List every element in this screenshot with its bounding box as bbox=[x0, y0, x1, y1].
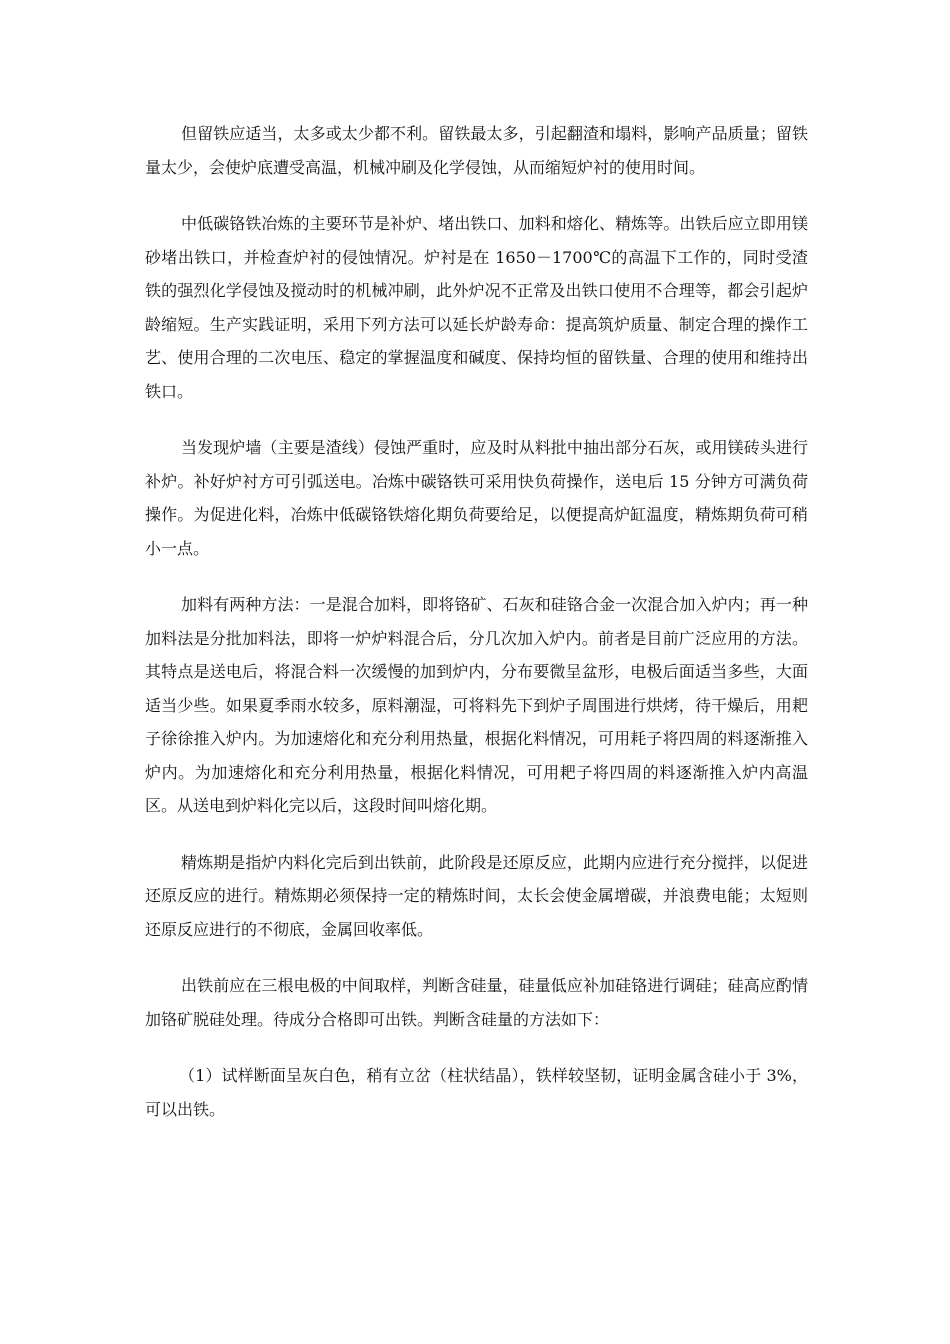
paragraph-refining-period: 精炼期是指炉内料化完后到出铁前，此阶段是还原反应，此期内应进行充分搅拌，以促进还原反应的进行。精炼期必须保持一定的精炼时间，太长会使金属增碳，并浪费电能；太短则还原反应进行的不彻底，金属回收率低。 bbox=[145, 852, 808, 939]
list-item-silicon-check-1: （1）试样断面呈灰白色，稍有立岔（柱状结晶），铁样较坚韧，证明金属含硅小于 3%，可以出铁。 bbox=[145, 1066, 808, 1119]
paragraph-smelting-steps: 中低碳铬铁冶炼的主要环节是补炉、堵出铁口、加料和熔化、精炼等。出铁后应立即用镁砂堵出铁口，并检查炉衬的侵蚀情况。炉衬是在 1650－1700℃的高温下工作的，同时受渣铁的强烈化学侵蚀及搅动时的机械冲刷，此外炉况不正常及出铁口使用不合理等，都会引起炉龄缩短。生产实践证明，采用下列方法可以延长炉龄寿命：提高筑炉质量、制定合理的操作工艺、使用合理的二次电压、稳定的掌握温度和碱度、保持均恒的留铁量、合理的使用和维持出铁口。 bbox=[145, 214, 808, 401]
paragraph-iron-retention: 但留铁应适当，太多或太少都不利。留铁最太多，引起翻渣和塌料，影响产品质量；留铁量太少，会使炉底遭受高温，机械冲刷及化学侵蚀，从而缩短炉衬的使用时间。 bbox=[145, 124, 808, 177]
paragraph-furnace-repair: 当发现炉墙（主要是渣线）侵蚀严重时，应及时从料批中抽出部分石灰，或用镁砖头进行补炉。补好炉衬方可引弧送电。冶炼中碳铬铁可采用快负荷操作，送电后 15 分钟方可满负荷操作。为促进化料，冶炼中低碳铬铁熔化期负荷要给足，以便提高炉缸温度，精炼期负荷可稍小一点。 bbox=[145, 438, 808, 558]
paragraph-sampling: 出铁前应在三根电极的中间取样，判断含硅量，硅量低应补加硅铬进行调硅；硅高应酌情加铬矿脱硅处理。待成分合格即可出铁。判断含硅量的方法如下： bbox=[145, 976, 808, 1029]
paragraph-charging-methods: 加料有两种方法：一是混合加料，即将铬矿、石灰和硅铬合金一次混合加入炉内；再一种加料法是分批加料法，即将一炉炉料混合后，分几次加入炉内。前者是目前广泛应用的方法。其特点是送电后，将混合料一次缓慢的加到炉内，分布要微呈盆形，电极后面适当多些，大面适当少些。如果夏季雨水较多，原料潮湿，可将料先下到炉子周围进行烘烤，待干燥后，用耙子徐徐推入炉内。为加速熔化和充分利用热量，根据化料情况，可用耗子将四周的料逐渐推入炉内。为加速熔化和充分利用热量，根据化料情况，可用耙子将四周的料逐渐推入炉内高温区。从送电到炉料化完以后，这段时间叫熔化期。 bbox=[145, 595, 808, 815]
document-body bbox=[145, 117, 808, 1149]
